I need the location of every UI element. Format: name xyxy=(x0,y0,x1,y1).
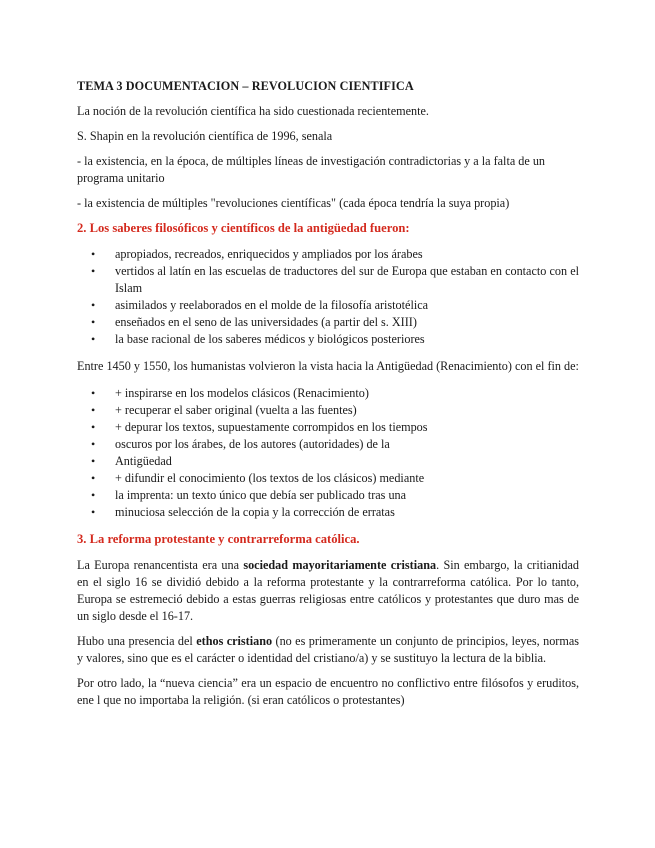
humanists-bullet-list xyxy=(77,385,579,521)
list-item-text: Antigüedad xyxy=(115,454,172,468)
bullet-icon: • xyxy=(91,298,96,312)
list-item-text: la imprenta: un texto único que debía ser publicado tras una xyxy=(115,488,407,502)
bullet-icon: • xyxy=(91,247,96,261)
intro-paragraph-4: - la existencia de múltiples "revoluciones científicas" (cada época tendría la suya propia) xyxy=(77,196,510,210)
bullet-icon: • xyxy=(91,403,96,417)
list-item xyxy=(77,470,579,487)
list-item xyxy=(77,402,579,419)
list-item-text: + inspirarse en los modelos clásicos (Renacimiento) xyxy=(115,386,369,400)
list-item-text: + depurar los textos, supuestamente corrompidos en los tiempos xyxy=(115,420,428,434)
list-item xyxy=(77,331,579,348)
bullet-icon: • xyxy=(91,437,96,451)
intro-paragraph-1: La noción de la revolución científica ha sido cuestionada recientemente. xyxy=(77,104,429,118)
list-item xyxy=(77,487,579,504)
list-item-text: + difundir el conocimiento (los textos de los clásicos) mediante xyxy=(115,471,425,485)
list-item-text: la base racional de los saberes médicos y biológicos posteriores xyxy=(115,332,425,346)
paragraph-text: La Europa renancentista era una xyxy=(77,558,244,572)
emphasis-text: sociedad mayoritariamente cristiana xyxy=(243,558,437,572)
list-item-text: vertidos al latín en las escuelas de traductores del sur de Europa que estaban en contacto con el Islam xyxy=(115,264,579,295)
list-item xyxy=(77,314,579,331)
list-item xyxy=(77,385,579,402)
bullet-icon: • xyxy=(91,471,96,485)
list-item-text: + recuperar el saber original (vuelta a las fuentes) xyxy=(115,403,357,417)
paragraph-text: . Sin embargo, la critianidad en el siglo 16 se dividió debido a la reforma protestante y la contrarreforma católica. Por lo tanto, Europa se estremeció debido a estas guerras religiosas entre católicos y protestantes que duro mas de un siglo desde el 16-17. xyxy=(77,558,579,623)
bullet-icon: • xyxy=(91,315,96,329)
bullet-icon: • xyxy=(91,420,96,434)
bullet-icon: • xyxy=(91,386,96,400)
list-item xyxy=(77,297,579,314)
intro-paragraph-3: - la existencia, en la época, de múltiples líneas de investigación contradictorias y a la falta de un programa unitario xyxy=(77,154,546,185)
list-item-text: apropiados, recreados, enriquecidos y ampliados por los árabes xyxy=(115,247,423,261)
humanists-paragraph: Entre 1450 y 1550, los humanistas volvieron la vista hacia la Antigüedad (Renacimiento) con el fin de: xyxy=(77,359,579,373)
section-3-paragraph-1 xyxy=(77,557,579,625)
list-item xyxy=(77,419,579,436)
paragraph-text: Hubo una presencia del xyxy=(77,634,197,648)
paragraph-text: (no es primeramente un conjunto de principios, leyes, normas y valores, sino que es el carácter o identidad del cristiano/a) y se sustituyo la lectura de la biblia. xyxy=(77,634,579,665)
list-item xyxy=(77,453,579,470)
bullet-icon: • xyxy=(91,488,96,502)
document-title: TEMA 3 DOCUMENTACION – REVOLUCION CIENTIFICA xyxy=(77,79,414,93)
bullet-icon: • xyxy=(91,332,96,346)
list-item xyxy=(77,436,579,453)
section-3-paragraph-3: Por otro lado, la “nueva ciencia” era un espacio de encuentro no conflictivo entre filósofos y eruditos, ene l que no importaba la religión. (si eran católicos o protestantes) xyxy=(77,676,579,707)
bullet-icon: • xyxy=(91,264,96,278)
section-2-heading: 2. Los saberes filosóficos y científicos de la antigüedad fueron: xyxy=(77,221,410,235)
list-item-text: asimilados y reelaborados en el molde de la filosofía aristotélica xyxy=(115,298,429,312)
list-item-text: enseñados en el seno de las universidades (a partir del s. XIII) xyxy=(115,315,417,329)
section-2-bullet-list xyxy=(77,246,579,348)
section-3-paragraph-2 xyxy=(77,633,579,667)
list-item xyxy=(77,263,579,297)
list-item-text: minuciosa selección de la copia y la corrección de erratas xyxy=(115,505,395,519)
list-item xyxy=(77,246,579,263)
bullet-icon: • xyxy=(91,505,96,519)
bullet-icon: • xyxy=(91,454,96,468)
emphasis-text: ethos cristiano xyxy=(196,634,273,648)
list-item-text: oscuros por los árabes, de los autores (autoridades) de la xyxy=(115,437,390,451)
section-3-heading: 3. La reforma protestante y contrarreforma católica. xyxy=(77,532,360,546)
intro-paragraph-2: S. Shapin en la revolución científica de 1996, senala xyxy=(77,129,333,143)
list-item xyxy=(77,504,579,521)
